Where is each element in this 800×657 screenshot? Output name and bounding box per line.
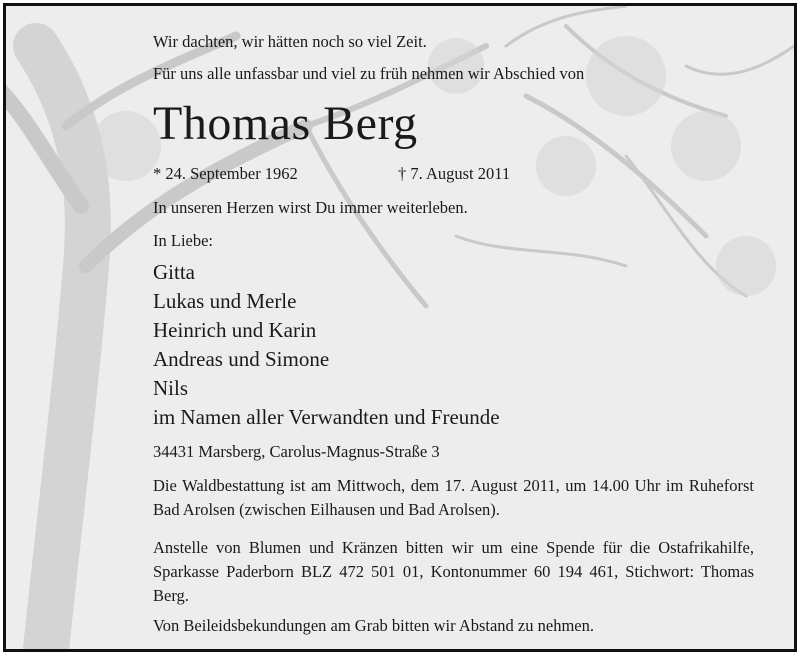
- birth-date: * 24. September 1962: [153, 164, 298, 183]
- memory-line: In unseren Herzen wirst Du immer weiterleben.: [153, 198, 468, 217]
- mourner-name: Nils: [153, 376, 189, 400]
- mourner-name: Andreas und Simone: [153, 347, 330, 371]
- burial-paragraph: Die Waldbestattung ist am Mittwoch, dem 17. August 2011, um 14.00 Uhr im Ruheforst Bad Arolsen (zwischen Eilhausen und Bad Arolsen).: [153, 476, 754, 519]
- mourner-name: im Namen aller Verwandten und Freunde: [153, 405, 500, 429]
- opening-line: Wir dachten, wir hätten noch so viel Zeit.: [153, 32, 427, 51]
- mourner-name: Lukas und Merle: [153, 289, 297, 313]
- address-line: 34431 Marsberg, Carolus-Magnus-Straße 3: [153, 442, 440, 461]
- intro-line: Für uns alle unfassbar und viel zu früh nehmen wir Abschied von: [153, 64, 585, 83]
- death-date: † 7. August 2011: [398, 164, 511, 183]
- deceased-name: Thomas Berg: [153, 97, 418, 150]
- in-love-label: In Liebe:: [153, 231, 214, 250]
- obituary-frame: [3, 3, 797, 652]
- obituary-content: [6, 6, 794, 649]
- closing-line: Von Beileidsbekundungen am Grab bitten wir Abstand zu nehmen.: [153, 616, 594, 635]
- mourner-name: Gitta: [153, 260, 195, 284]
- mourner-name: Heinrich und Karin: [153, 318, 317, 342]
- donation-paragraph: Anstelle von Blumen und Kränzen bitten wir um eine Spende für die Ostafrikahilfe, Sparkasse Paderborn BLZ 472 501 01, Kontonummer 60 194 461, Stichwort: Thomas Berg.: [153, 538, 754, 605]
